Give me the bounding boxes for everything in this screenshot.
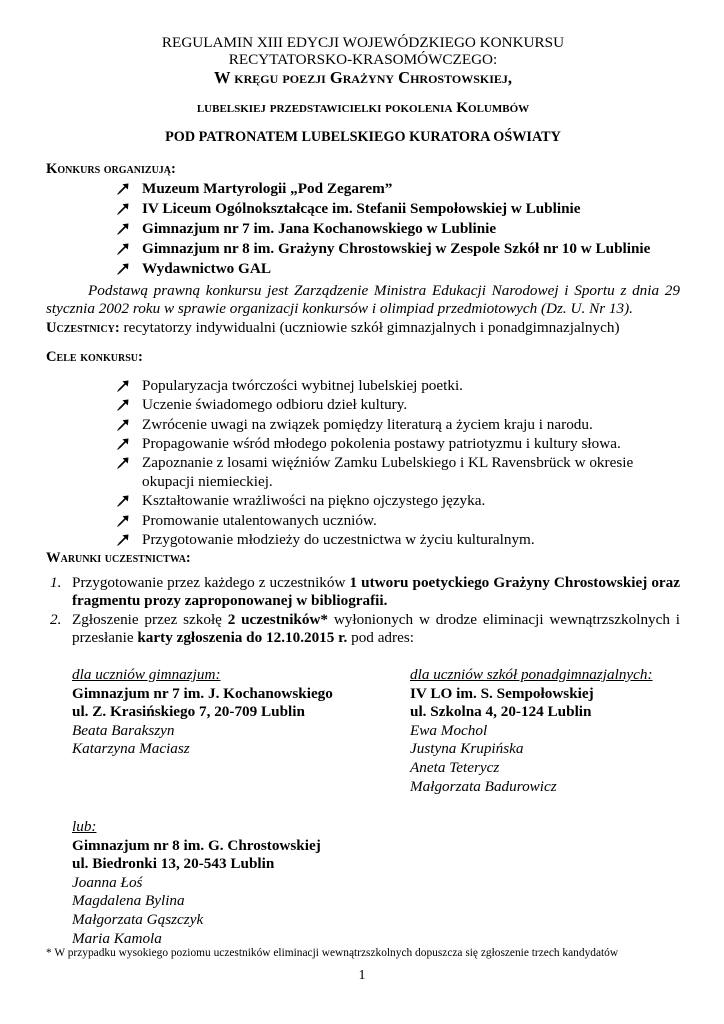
arrow-bullet-icon — [116, 396, 132, 412]
condition-item: 2. Zgłoszenie przez szkołę 2 uczestników* wyłonionych w drodze eliminacji wewnątrzszkolnych i przesłanie karty zgłoszenia do 12.10.2015 r. pod adres: — [50, 610, 681, 647]
goals-list — [46, 376, 680, 549]
contact-person: Beata Barakszyn — [72, 721, 175, 739]
arrow-bullet-icon — [116, 492, 132, 508]
contact-person: Joanna Łoś — [72, 873, 143, 891]
condition-number: 1. — [50, 573, 62, 591]
arrow-bullet-icon — [116, 531, 132, 547]
title-line-3: W kręgu poezji Grażyny Chrostowskiej, — [213, 68, 513, 87]
address-columns — [46, 666, 680, 806]
goal-item: Uczenie świadomego odbioru dzieł kultury. — [116, 395, 680, 414]
organizers-section — [46, 160, 680, 279]
address-ponadgimnazjalne — [410, 666, 653, 796]
address-label: dla uczniów gimnazjum: — [72, 665, 221, 683]
organizer-item: Wydawnictwo GAL — [116, 259, 680, 279]
school-street: ul. Z. Krasińskiego 7, 20-709 Lublin — [72, 703, 305, 721]
arrow-bullet-icon — [116, 220, 132, 236]
title-line-4: lubelskiej przedstawicielki pokolenia Kolumbów — [196, 99, 530, 116]
school-name: Gimnazjum nr 8 im. G. Chrostowskiej — [72, 836, 321, 854]
arrow-bullet-icon — [116, 377, 132, 393]
organizer-item: Muzeum Martyrologii „Pod Zegarem” — [116, 179, 680, 199]
goals-heading: Cele konkursu: — [46, 348, 143, 365]
page-number: 1 — [358, 968, 366, 983]
goal-item: Zapoznanie z losami więźniów Zamku Lubelskiego i KL Ravensbrück w okresie okupacji niemieckiej. — [116, 453, 680, 491]
goal-item: Popularyzacja twórczości wybitnej lubelskiej poetki. — [116, 376, 680, 395]
goal-item: Przygotowanie młodzieży do uczestnictwa w życiu kulturalnym. — [116, 530, 680, 549]
school-name: Gimnazjum nr 7 im. J. Kochanowskiego — [72, 684, 333, 702]
title-line-1: REGULAMIN XIII EDYCJI WOJEWÓDZKIEGO KONKURSU — [161, 34, 565, 51]
goal-item: Kształtowanie wrażliwości na piękno ojczystego języka. — [116, 491, 680, 510]
contact-person: Aneta Teterycz — [410, 758, 500, 776]
contact-person: Maria Kamola — [72, 929, 162, 947]
school-name: IV LO im. S. Sempołowskiej — [410, 684, 594, 702]
goal-item: Promowanie utalentowanych uczniów. — [116, 511, 680, 530]
organizer-item: Gimnazjum nr 8 im. Grażyny Chrostowskiej w Zespole Szkół nr 10 w Lublinie — [116, 239, 680, 259]
title-line-2: RECYTATORSKO-KRASOMÓWCZEGO: — [228, 51, 498, 68]
organizer-item: Gimnazjum nr 7 im. Jana Kochanowskiego w Lublinie — [116, 219, 680, 239]
address-alternative — [46, 818, 680, 948]
legal-basis-paragraph: Podstawą prawną konkursu jest Zarządzenie Ministra Edukacji Narodowej i Sportu z dnia 29 stycznia 2002 roku w sprawie organizacji konkursów i olimpiad przedmiotowych (Dz. U. Nr 13). — [46, 281, 680, 318]
contact-person: Katarzyna Maciasz — [72, 740, 190, 758]
document-page — [46, 34, 680, 948]
school-street: ul. Biedronki 13, 20-543 Lublin — [72, 855, 275, 873]
arrow-bullet-icon — [116, 512, 132, 528]
arrow-bullet-icon — [116, 454, 132, 470]
organizers-heading: Konkurs organizują: — [46, 161, 176, 178]
participants-label: Uczestnicy: — [46, 319, 120, 336]
contact-person: Magdalena Bylina — [72, 892, 185, 910]
participants-line — [46, 319, 680, 338]
arrow-bullet-icon — [116, 416, 132, 432]
footnote: * W przypadku wysokiego poziomu uczestników eliminacji wewnątrzszkolnych dopuszcza się zgłoszenie trzech kandydatów — [46, 947, 619, 959]
contact-person: Małgorzata Gąszczyk — [72, 910, 204, 928]
conditions-list — [46, 574, 680, 648]
organizer-item: IV Liceum Ogólnokształcące im. Stefanii Sempołowskiej w Lublinie — [116, 199, 680, 219]
arrow-bullet-icon — [116, 200, 132, 216]
contact-person: Małgorzata Badurowicz — [410, 777, 557, 795]
address-label: dla uczniów szkół ponadgimnazjalnych: — [410, 665, 653, 683]
arrow-bullet-icon — [116, 260, 132, 276]
arrow-bullet-icon — [116, 240, 132, 256]
organizers-list — [46, 179, 680, 279]
condition-item: 1. Przygotowanie przez każdego z uczestników 1 utworu poetyckiego Grażyny Chrostowskiej oraz fragmentu prozy zaproponowanej w bibliografii. — [50, 573, 681, 610]
title-line-5: POD PATRONATEM LUBELSKIEGO KURATORA OŚWIATY — [165, 128, 561, 145]
contact-person: Justyna Krupińska — [410, 740, 524, 758]
goal-item: Zwrócenie uwagi na związek pomiędzy literaturą a życiem kraju i narodu. — [116, 415, 680, 434]
conditions-heading: Warunki uczestnictwa: — [46, 549, 191, 566]
address-gimnazjum — [72, 666, 333, 759]
participants-text: recytatorzy indywidualni (uczniowie szkół gimnazjalnych i ponadgimnazjalnych) — [119, 318, 620, 336]
arrow-bullet-icon — [116, 435, 132, 451]
condition-number: 2. — [50, 610, 62, 628]
goals-section — [46, 348, 680, 549]
school-street: ul. Szkolna 4, 20-124 Lublin — [410, 703, 592, 721]
address-label: lub: — [72, 817, 97, 835]
arrow-bullet-icon — [116, 180, 132, 196]
goal-item: Propagowanie wśród młodego pokolenia postawy patriotyzmu i kultury słowa. — [116, 434, 680, 453]
contact-person: Ewa Mochol — [410, 721, 488, 739]
conditions-section — [46, 549, 680, 648]
